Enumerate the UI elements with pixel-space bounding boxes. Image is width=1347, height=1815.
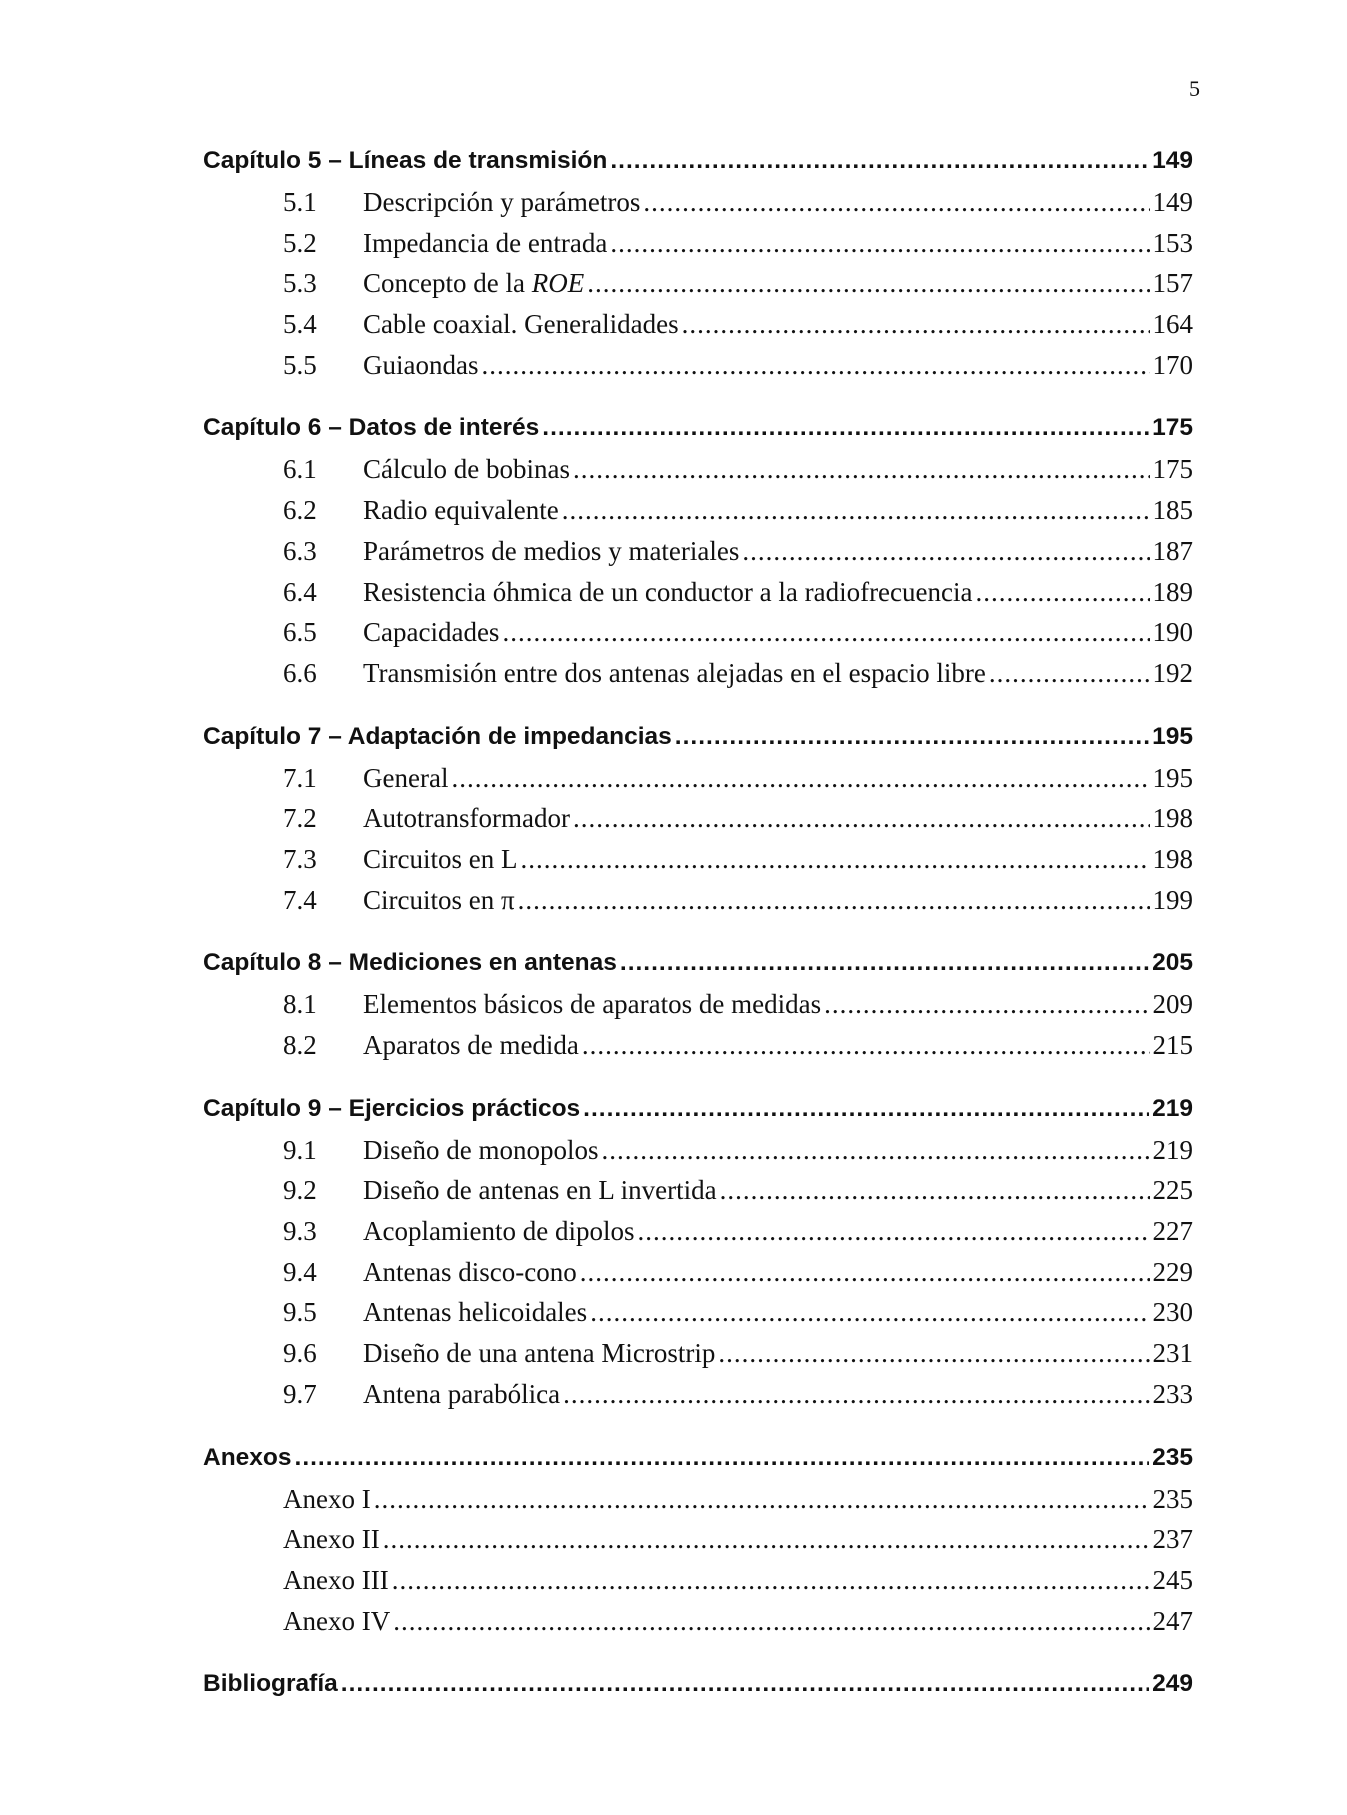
dot-leader	[518, 880, 1150, 921]
chapter-title: Bibliografía	[203, 1670, 338, 1698]
section-page: 230	[1152, 1297, 1193, 1328]
section-title: Radio equivalente	[363, 495, 559, 526]
toc-entry[interactable]	[203, 531, 1193, 572]
section-title: Antenas helicoidales	[363, 1297, 588, 1328]
section-number: 5.1	[283, 187, 317, 217]
section-title: Anexo IV	[283, 1605, 391, 1636]
chapter-heading[interactable]	[203, 1663, 1193, 1705]
toc-entry[interactable]	[203, 223, 1193, 264]
section-title: Antena parabólica	[363, 1378, 561, 1409]
chapter-page: 149	[1152, 147, 1193, 174]
section-page: 157	[1152, 268, 1193, 299]
toc-entry[interactable]	[203, 1601, 1193, 1642]
section-page: 245	[1152, 1564, 1193, 1595]
section-title: Diseño de monopolos	[363, 1134, 599, 1165]
section-number: 6.2	[283, 495, 317, 526]
toc-entry[interactable]	[203, 1374, 1193, 1415]
dot-leader	[590, 1292, 1149, 1333]
dot-leader	[393, 1601, 1149, 1642]
page-number: 5	[1189, 76, 1200, 101]
section-title: Diseño de antenas en L invertida	[363, 1175, 717, 1206]
chapter-heading[interactable]	[203, 716, 1193, 758]
dot-leader	[563, 1374, 1149, 1415]
chapter-title: Anexos	[203, 1443, 292, 1471]
section-page: 199	[1152, 884, 1193, 915]
dot-leader	[374, 1479, 1150, 1520]
toc-entry[interactable]	[203, 880, 1193, 921]
section-number: 6.5	[283, 617, 317, 648]
chapter-page: 219	[1152, 1094, 1193, 1122]
section-number: 7.3	[283, 843, 317, 874]
table-of-contents	[203, 140, 1193, 1727]
section-title: Aparatos de medida	[363, 1030, 579, 1060]
dot-leader	[989, 653, 1150, 694]
toc-entry[interactable]	[203, 1519, 1193, 1560]
section-number: 9.5	[283, 1297, 317, 1328]
toc-entry[interactable]	[203, 1025, 1193, 1066]
section-page: 219	[1152, 1134, 1193, 1165]
section-title: Resistencia óhmica de un conductor a la radiofrecuencia	[363, 576, 973, 607]
dot-leader	[451, 758, 1149, 799]
toc-entry[interactable]	[203, 1130, 1193, 1171]
toc-entry[interactable]	[203, 182, 1193, 223]
section-number: 6.1	[283, 454, 317, 485]
dot-leader	[583, 1088, 1149, 1130]
dot-leader	[542, 407, 1149, 449]
dot-leader	[620, 942, 1149, 984]
section-number: 9.1	[283, 1134, 317, 1165]
toc-entry[interactable]	[203, 653, 1193, 694]
chapter-block	[203, 1437, 1193, 1642]
dot-leader	[637, 1211, 1149, 1252]
toc-entry[interactable]	[203, 1292, 1193, 1333]
dot-leader	[295, 1437, 1150, 1479]
section-page: 225	[1152, 1175, 1193, 1206]
chapter-block	[203, 1663, 1193, 1705]
section-title: Anexo II	[283, 1524, 380, 1555]
section-page: 198	[1152, 843, 1193, 874]
chapter-heading[interactable]	[203, 407, 1193, 449]
toc-entry[interactable]	[203, 490, 1193, 531]
toc-entry[interactable]	[203, 798, 1193, 839]
section-title: Elementos básicos de aparatos de medidas	[363, 989, 822, 1020]
chapter-heading[interactable]	[203, 942, 1193, 984]
toc-entry[interactable]	[203, 304, 1193, 345]
dot-leader	[610, 223, 1149, 264]
section-number: 9.3	[283, 1216, 317, 1247]
chapter-heading[interactable]	[203, 140, 1193, 182]
section-number: 9.6	[283, 1338, 317, 1369]
dot-leader	[720, 1170, 1150, 1211]
toc-entry[interactable]	[203, 1333, 1193, 1374]
chapter-title: Capítulo 7 – Adaptación de impedancias	[203, 722, 672, 750]
section-page: 164	[1152, 309, 1193, 340]
section-number: 5.4	[283, 309, 317, 340]
dot-leader	[742, 531, 1149, 572]
section-page: 189	[1152, 576, 1193, 607]
section-title: Anexo I	[283, 1483, 371, 1514]
dot-leader	[582, 1025, 1150, 1066]
section-page: 198	[1152, 803, 1193, 834]
dot-leader	[383, 1519, 1150, 1560]
section-page: 149	[1152, 187, 1193, 217]
section-title: Guiaondas	[363, 349, 479, 380]
chapter-page: 235	[1152, 1443, 1193, 1471]
section-title: Cálculo de bobinas	[363, 454, 570, 485]
section-title: Capacidades	[363, 617, 500, 648]
dot-leader	[341, 1663, 1149, 1705]
dot-leader	[643, 182, 1149, 223]
section-number: 8.1	[283, 989, 317, 1020]
section-page: 185	[1152, 495, 1193, 526]
section-title: Acoplamiento de dipolos	[363, 1216, 635, 1247]
section-page: 190	[1152, 617, 1193, 648]
section-page: 153	[1152, 227, 1193, 258]
toc-entry[interactable]	[203, 758, 1193, 799]
dot-leader	[502, 612, 1149, 653]
section-title: Antenas disco-cono	[363, 1256, 577, 1287]
chapter-title: Capítulo 6 – Datos de interés	[203, 414, 540, 442]
section-title: Cable coaxial. Generalidades	[363, 309, 679, 340]
section-title: Autotransformador	[363, 803, 570, 834]
roe-abbreviation: ROE	[531, 268, 585, 299]
section-page: 229	[1152, 1256, 1193, 1287]
chapter-heading[interactable]	[203, 1088, 1193, 1130]
chapter-heading[interactable]	[203, 1437, 1193, 1479]
section-page: 215	[1152, 1030, 1193, 1060]
dot-leader	[602, 1130, 1150, 1171]
toc-entry[interactable]	[203, 1479, 1193, 1520]
chapter-block	[203, 716, 1193, 921]
dot-leader	[520, 839, 1149, 880]
toc-entry[interactable]	[203, 263, 1193, 304]
section-number: 9.7	[283, 1378, 317, 1409]
section-number: 5.5	[283, 349, 317, 380]
section-page: 237	[1152, 1524, 1193, 1555]
dot-leader	[610, 140, 1149, 182]
section-page: 170	[1152, 349, 1193, 380]
dot-leader	[573, 798, 1150, 839]
chapter-page: 175	[1152, 414, 1193, 442]
section-page: 231	[1152, 1338, 1193, 1369]
dot-leader	[573, 449, 1150, 490]
chapter-page: 195	[1152, 722, 1193, 750]
section-title: Circuitos en L	[363, 843, 518, 874]
section-number: 6.4	[283, 576, 317, 607]
chapter-title: Capítulo 9 – Ejercicios prácticos	[203, 1094, 581, 1122]
section-title: Transmisión entre dos antenas alejadas en el espacio libre	[363, 657, 986, 688]
section-title: Parámetros de medios y materiales	[363, 535, 740, 566]
toc-entry[interactable]	[203, 449, 1193, 490]
dot-leader	[975, 572, 1149, 613]
dot-leader	[392, 1560, 1150, 1601]
toc-entry[interactable]	[203, 839, 1193, 880]
section-number: 6.3	[283, 535, 317, 566]
toc-entry[interactable]	[203, 984, 1193, 1025]
dot-leader	[587, 263, 1149, 304]
section-title: Anexo III	[283, 1564, 389, 1595]
section-page: 175	[1152, 454, 1193, 485]
section-page: 209	[1152, 989, 1193, 1020]
section-title: Impedancia de entrada	[363, 227, 608, 258]
toc-entry[interactable]	[203, 1252, 1193, 1293]
dot-leader	[481, 345, 1149, 386]
toc-entry[interactable]	[203, 1560, 1193, 1601]
section-number: 5.3	[283, 268, 317, 299]
section-page: 195	[1152, 762, 1193, 793]
dot-leader	[580, 1252, 1150, 1293]
chapter-title: Capítulo 5 – Líneas de transmisión	[203, 147, 608, 174]
section-title: General	[363, 762, 449, 793]
section-number: 7.1	[283, 762, 317, 793]
section-number: 7.4	[283, 884, 317, 915]
dot-leader	[682, 304, 1150, 345]
toc-entry[interactable]	[203, 1170, 1193, 1211]
section-title: Concepto de la ROE	[363, 268, 585, 299]
chapter-page: 249	[1152, 1670, 1193, 1698]
section-title: Descripción y parámetros	[363, 187, 641, 217]
dot-leader	[562, 490, 1150, 531]
section-number: 7.2	[283, 803, 317, 834]
section-number: 8.2	[283, 1030, 317, 1060]
chapter-block	[203, 140, 1193, 385]
section-page: 235	[1152, 1483, 1193, 1514]
section-number: 9.4	[283, 1256, 317, 1287]
section-page: 192	[1152, 657, 1193, 688]
dot-leader	[718, 1333, 1149, 1374]
toc-entry[interactable]	[203, 612, 1193, 653]
dot-leader	[824, 984, 1149, 1025]
section-page: 247	[1152, 1605, 1193, 1636]
section-page: 187	[1152, 535, 1193, 566]
section-page: 233	[1152, 1378, 1193, 1409]
chapter-block	[203, 407, 1193, 693]
chapter-title: Capítulo 8 – Mediciones en antenas	[203, 949, 617, 977]
toc-entry[interactable]	[203, 1211, 1193, 1252]
section-number: 5.2	[283, 227, 317, 258]
toc-entry[interactable]	[203, 345, 1193, 386]
chapter-block	[203, 942, 1193, 1065]
section-page: 227	[1152, 1216, 1193, 1247]
toc-entry[interactable]	[203, 572, 1193, 613]
chapter-block	[203, 1088, 1193, 1415]
section-title: Circuitos en π	[363, 884, 515, 915]
section-number: 9.2	[283, 1175, 317, 1206]
dot-leader	[675, 716, 1149, 758]
chapter-page: 205	[1152, 949, 1193, 977]
section-number: 6.6	[283, 657, 317, 688]
section-title: Diseño de una antena Microstrip	[363, 1338, 716, 1369]
